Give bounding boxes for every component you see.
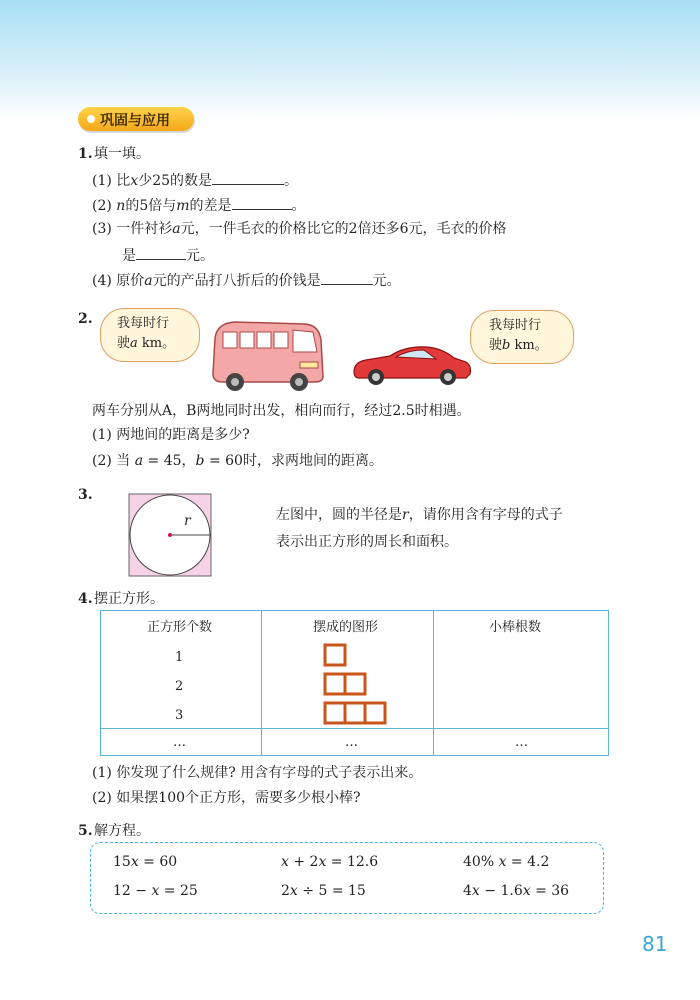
- squares-table: [100, 610, 609, 756]
- q3-number: 3.: [78, 487, 93, 503]
- q3-line1: 左图中，圆的半径是r，请你用含有字母的式子: [276, 507, 563, 523]
- answer-blank[interactable]: [212, 170, 284, 185]
- equations-box: [90, 842, 604, 914]
- answer-blank[interactable]: [136, 245, 186, 260]
- q1-title: 填一填。: [94, 146, 150, 162]
- table-ellipsis: …: [345, 735, 358, 750]
- answer-blank[interactable]: [321, 270, 373, 285]
- q1-item-3-line2: 是 元。: [122, 245, 214, 265]
- bullet-icon: [87, 115, 95, 123]
- table-cell: 2: [175, 679, 184, 694]
- header-band: [0, 0, 700, 120]
- equation: 12 − x = 25: [113, 883, 198, 899]
- q2-number: 2.: [78, 311, 93, 327]
- q1-item-3: (3) 一件衬衫a元，一件毛衣的价格比它的2倍还多6元，毛衣的价格: [92, 221, 507, 237]
- radius-label: r: [184, 513, 191, 529]
- page-number: 81: [642, 932, 668, 956]
- circle-in-square-figure: [128, 493, 212, 577]
- table-ellipsis: …: [515, 735, 528, 750]
- q5-title: 解方程。: [94, 823, 150, 839]
- section-tag-label: 巩固与应用: [100, 113, 170, 129]
- q2-text: 两车分别从A，B两地同时出发，相向而行，经过2.5时相遇。: [92, 403, 471, 419]
- q3-line2: 表示出正方形的周长和面积。: [276, 534, 458, 550]
- table-header: 摆成的图形: [313, 620, 379, 635]
- q1-item-1: (1) 比x少25的数是 。: [92, 170, 298, 190]
- q4-sub1: (1) 你发现了什么规律? 用含有字母的式子表示出来。: [92, 765, 423, 781]
- matchstick-squares-figure: [321, 643, 391, 725]
- q4-title: 摆正方形。: [94, 591, 164, 607]
- equation: x + 2x = 12.6: [281, 854, 379, 870]
- table-header: 正方形个数: [147, 620, 213, 635]
- q1-number: 1.: [78, 146, 93, 162]
- car-illustration: [350, 342, 475, 387]
- equation: 15x = 60: [113, 854, 178, 870]
- equation: 40% x = 4.2: [463, 854, 550, 870]
- equation: 4x − 1.6x = 36: [463, 883, 570, 899]
- q2-sub1: (1) 两地间的距离是多少?: [92, 427, 250, 443]
- speech-bubble-bus: 我每时行 驶a km。: [100, 308, 200, 362]
- q4-number: 4.: [78, 591, 93, 607]
- section-tag: [78, 107, 194, 131]
- q5-number: 5.: [78, 823, 93, 839]
- q2-sub2: (2) 当 a = 45，b = 60时，求两地间的距离。: [92, 453, 383, 469]
- speech-bubble-car: 我每时行 驶b km。: [470, 310, 574, 364]
- table-header: 小棒根数: [489, 620, 542, 635]
- answer-blank[interactable]: [232, 195, 292, 210]
- q1-item-2: (2) n的5倍与m的差是 。: [92, 195, 306, 215]
- equation: 2x ÷ 5 = 15: [281, 883, 366, 899]
- q1-item-4: (4) 原价a元的产品打八折后的价钱是 元。: [92, 270, 401, 290]
- bus-illustration: [205, 318, 330, 398]
- table-cell: 3: [175, 708, 184, 723]
- q4-sub2: (2) 如果摆100个正方形，需要多少根小棒?: [92, 790, 361, 806]
- table-cell: 1: [175, 650, 184, 665]
- table-ellipsis: …: [173, 735, 186, 750]
